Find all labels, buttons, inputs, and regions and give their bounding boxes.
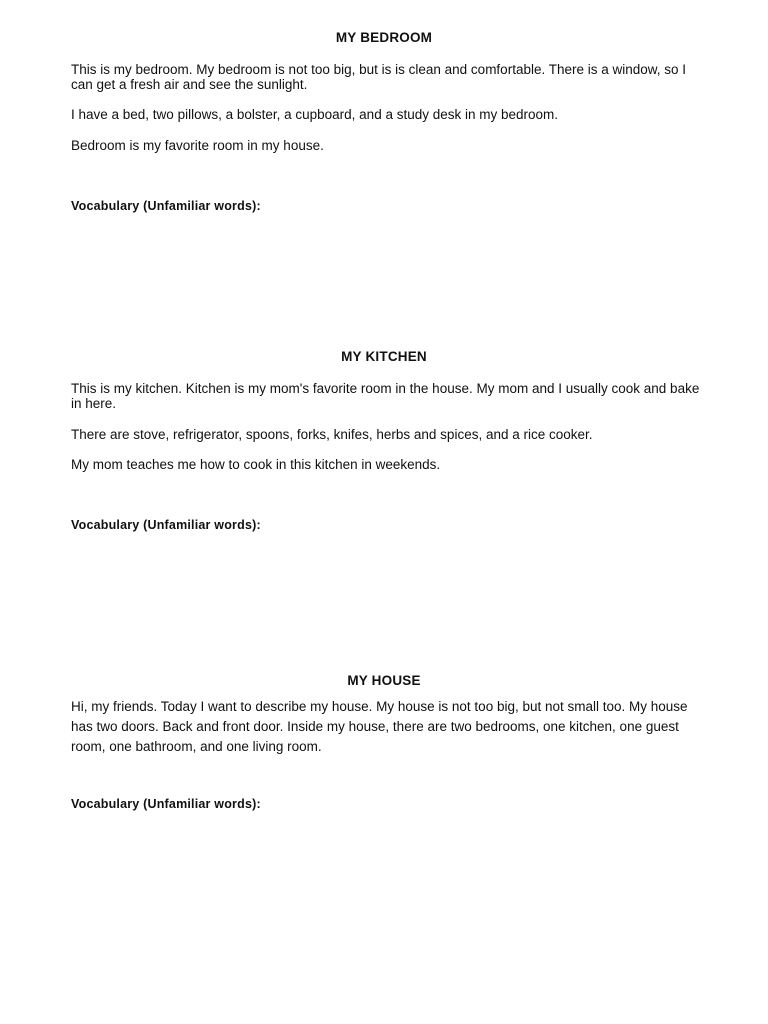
kitchen-vocabulary-label: Vocabulary (Unfamiliar words): — [71, 518, 261, 532]
section-title-bedroom: MY BEDROOM — [335, 30, 433, 45]
bedroom-vocabulary-label: Vocabulary (Unfamiliar words): — [71, 199, 261, 213]
bedroom-paragraph-3: Bedroom is my favorite room in my house. — [71, 138, 324, 153]
house-paragraph-1: Hi, my friends. Today I want to describe my house. My house is not too big, but not small too. My house has two doors. Back and front door. Inside my house, there are two bedrooms, one kitchen, one guest room, one bathroom, and one living room. — [71, 699, 688, 754]
bedroom-paragraph-1: This is my bedroom. My bedroom is not too big, but is is clean and comfortable. There is a window, so I can get a fresh air and see the sunlight. — [71, 62, 687, 92]
house-vocabulary-label: Vocabulary (Unfamiliar words): — [71, 797, 261, 811]
bedroom-paragraph-2: I have a bed, two pillows, a bolster, a cupboard, and a study desk in my bedroom. — [71, 107, 559, 122]
kitchen-paragraph-3: My mom teaches me how to cook in this kitchen in weekends. — [71, 457, 441, 472]
kitchen-paragraph-1: This is my kitchen. Kitchen is my mom's favorite room in the house. My mom and I usually cook and bake in here. — [71, 381, 700, 411]
kitchen-paragraph-2: There are stove, refrigerator, spoons, forks, knifes, herbs and spices, and a rice cooker. — [71, 427, 593, 442]
section-title-kitchen: MY KITCHEN — [341, 349, 427, 364]
section-title-house: MY HOUSE — [347, 673, 421, 688]
